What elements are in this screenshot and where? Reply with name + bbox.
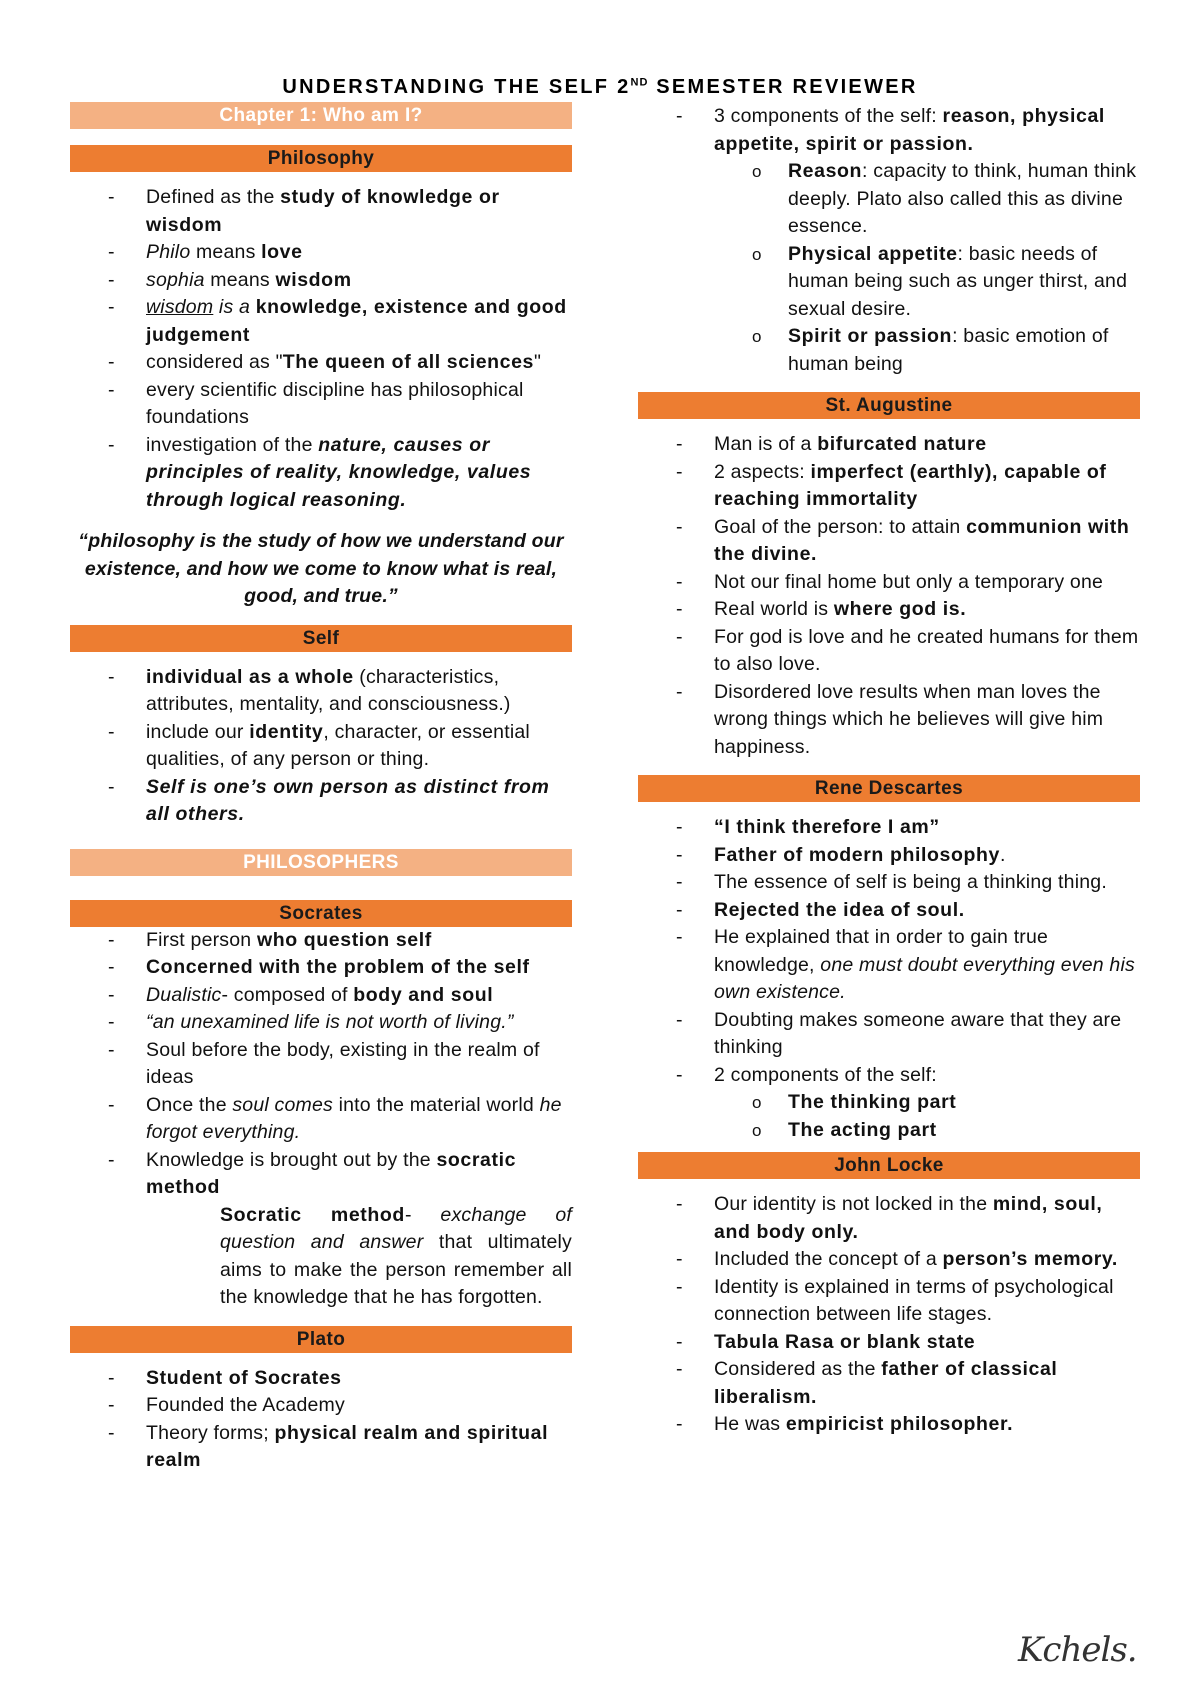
list-item: - Included the concept of a person’s memory. (638, 1246, 1140, 1274)
list-item: - First person who question self (70, 927, 572, 955)
list-item: - Self is one’s own person as distinct from all others. (70, 774, 572, 829)
list-item: - Our identity is not locked in the mind, soul, and body only. (638, 1191, 1140, 1246)
list-item: - For god is love and he created humans for them to also love. (638, 624, 1140, 679)
list-item: - include our identity, character, or essential qualities, of any person or thing. (70, 719, 572, 774)
socrates-list (70, 927, 572, 1202)
list-item: - Defined as the study of knowledge or wisdom (70, 184, 572, 239)
list-item: - Student of Socrates (70, 1365, 572, 1393)
locke-heading: John Locke (638, 1152, 1140, 1179)
list-item: o The thinking part (638, 1089, 1140, 1117)
philosophy-list (70, 184, 572, 514)
list-item: - Rejected the idea of soul. (638, 897, 1140, 925)
list-item: - Man is of a bifurcated nature (638, 431, 1140, 459)
list-item: - Real world is where god is. (638, 596, 1140, 624)
descartes-heading: Rene Descartes (638, 775, 1140, 802)
list-item: o Reason: capacity to think, human think deeply. Plato also called this as divine essence. (638, 158, 1140, 241)
page-title: UNDERSTANDING THE SELF 2ND SEMESTER REVIEWER (282, 76, 918, 98)
list-item: - Founded the Academy (70, 1392, 572, 1420)
philosophy-quote: “philosophy is the study of how we understand our existence, and how we come to know what is real, good, and true.” (78, 530, 564, 607)
list-item: - Tabula Rasa or blank state (638, 1329, 1140, 1357)
list-item: - Concerned with the problem of the self (70, 954, 572, 982)
locke-list (638, 1191, 1140, 1439)
right-column (638, 103, 1140, 1439)
plato-heading: Plato (70, 1326, 572, 1353)
philosophers-heading: PHILOSOPHERS (70, 849, 572, 876)
augustine-list (638, 431, 1140, 761)
list-item: - Theory forms; physical realm and spiritual realm (70, 1420, 572, 1475)
left-column (70, 102, 572, 1475)
plato-list (70, 1365, 572, 1475)
list-item: - Identity is explained in terms of psychological connection between life stages. (638, 1274, 1140, 1329)
list-item: - sophia means wisdom (70, 267, 572, 295)
descartes-components-list (638, 1089, 1140, 1144)
self-heading: Self (70, 625, 572, 652)
philosophy-heading: Philosophy (70, 145, 572, 172)
list-item: o Spirit or passion: basic emotion of human being (638, 323, 1140, 378)
list-item: - Considered as the father of classical liberalism. (638, 1356, 1140, 1411)
list-item: - Disordered love results when man loves the wrong things which he believes will give him happiness. (638, 679, 1140, 762)
self-list (70, 664, 572, 829)
socratic-method-paragraph: Socratic method- exchange of question and answer that ultimately aims to make the person remember all the knowledge that he has forgotten. (220, 1203, 573, 1308)
list-item: - Philo means love (70, 239, 572, 267)
descartes-list (638, 814, 1140, 1089)
list-item: - Dualistic- composed of body and soul (70, 982, 572, 1010)
list-item: - Soul before the body, existing in the realm of ideas (70, 1037, 572, 1092)
list-item: - Not our final home but only a temporary one (638, 569, 1140, 597)
list-item: o Physical appetite: basic needs of human being such as unger thirst, and sexual desire. (638, 241, 1140, 324)
list-item: - He was empiricist philosopher. (638, 1411, 1140, 1439)
list-item: - individual as a whole (characteristics, attributes, mentality, and consciousness.) (70, 664, 572, 719)
list-item: - “I think therefore I am” (638, 814, 1140, 842)
list-item: - investigation of the nature, causes or principles of reality, knowledge, values through logical reasoning. (70, 432, 572, 515)
list-item: - 3 components of the self: reason, physical appetite, spirit or passion. (638, 103, 1140, 158)
list-item: - He explained that in order to gain true knowledge, one must doubt everything even his own existence. (638, 924, 1140, 1007)
list-item: - Goal of the person: to attain communion with the divine. (638, 514, 1140, 569)
list-item: - 2 components of the self: (638, 1062, 1140, 1090)
list-item: - Doubting makes someone aware that they are thinking (638, 1007, 1140, 1062)
list-item: - 2 aspects: imperfect (earthly), capable of reaching immortality (638, 459, 1140, 514)
chapter-heading: Chapter 1: Who am I? (70, 102, 572, 129)
socrates-heading: Socrates (70, 900, 572, 927)
list-item: - Once the soul comes into the material world he forgot everything. (70, 1092, 572, 1147)
augustine-heading: St. Augustine (638, 392, 1140, 419)
list-item: - considered as "The queen of all sciences" (70, 349, 572, 377)
plato-list-continued (638, 103, 1140, 158)
plato-components-list (638, 158, 1140, 378)
list-item: - wisdom is a knowledge, existence and good judgement (70, 294, 572, 349)
list-item: - The essence of self is being a thinking thing. (638, 869, 1140, 897)
list-item: - Father of modern philosophy. (638, 842, 1140, 870)
list-item: - “an unexamined life is not worth of living.” (70, 1009, 572, 1037)
list-item: - Knowledge is brought out by the socratic method (70, 1147, 572, 1202)
list-item: - every scientific discipline has philosophical foundations (70, 377, 572, 432)
author-signature: Kchels. (1018, 1630, 1137, 1670)
list-item: o The acting part (638, 1117, 1140, 1145)
